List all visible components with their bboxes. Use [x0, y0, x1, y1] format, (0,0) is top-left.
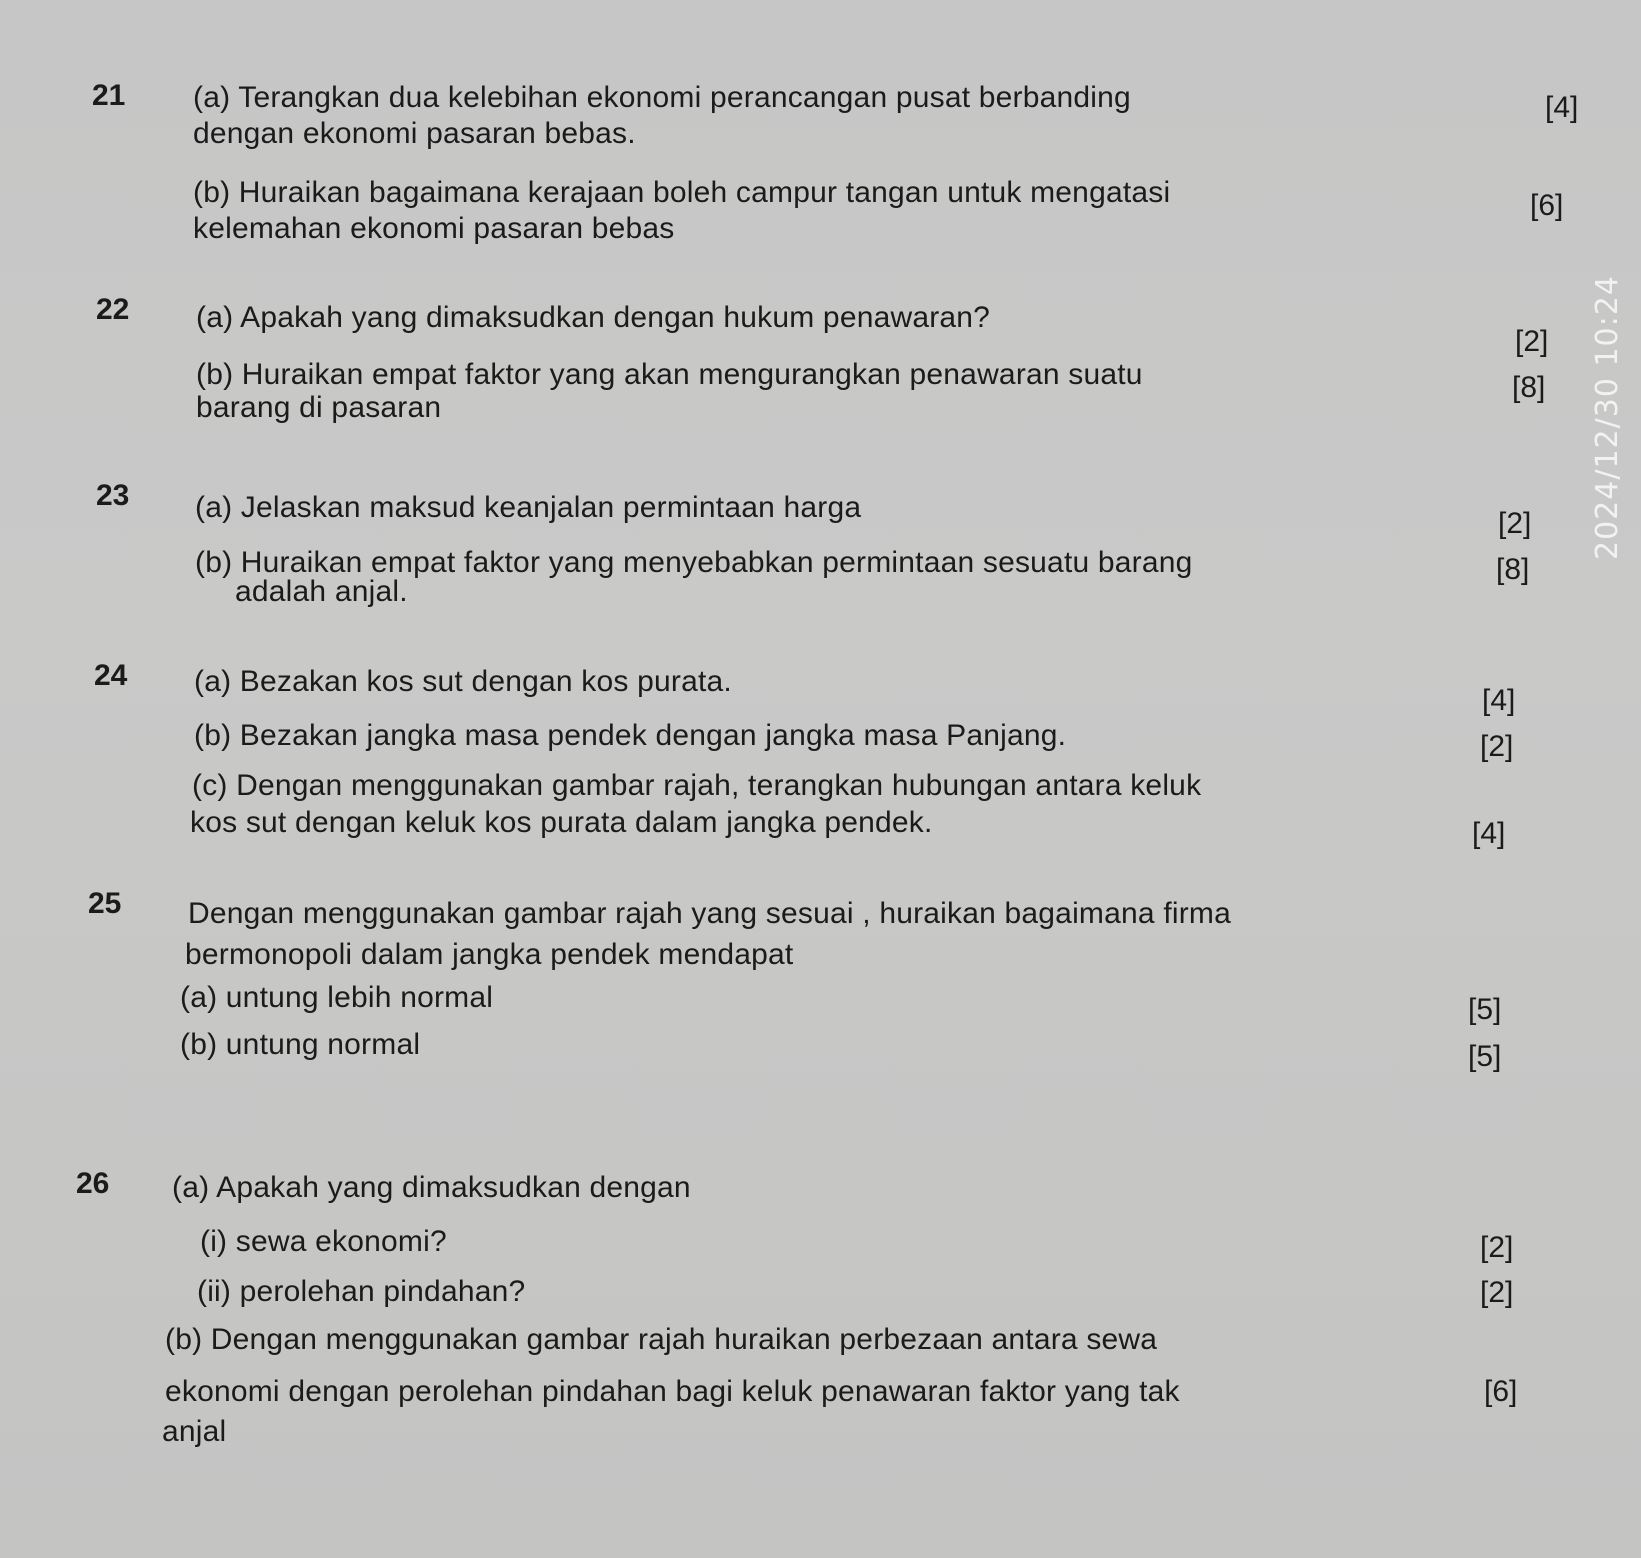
q21-b-line1: (b) Huraikan bagaimana kerajaan boleh campur tangan untuk mengatasi [193, 176, 1171, 209]
q24-b-mark: [2] [1480, 730, 1514, 763]
question-number-25: 25 [88, 887, 122, 920]
q26-b-line3: anjal [162, 1415, 227, 1448]
q26-ii-line1: (ii) perolehan pindahan? [197, 1275, 526, 1308]
q23-b-mark: [8] [1496, 553, 1530, 586]
q21-b-line2: kelemahan ekonomi pasaran bebas [193, 212, 675, 245]
q23-b-line1: (b) Huraikan empat faktor yang menyebabkan permintaan sesuatu barang [195, 546, 1193, 579]
q24-b-line1: (b) Bezakan jangka masa pendek dengan jangka masa Panjang. [194, 719, 1067, 752]
q25-line1: Dengan menggunakan gambar rajah yang sesuai , huraikan bagaimana firma [188, 897, 1231, 930]
question-number-26: 26 [76, 1167, 110, 1200]
q23-a-mark: [2] [1498, 507, 1532, 540]
q22-b-line1: (b) Huraikan empat faktor yang akan mengurangkan penawaran suatu [196, 358, 1143, 391]
question-number-23: 23 [96, 479, 130, 512]
q25-line2: bermonopoli dalam jangka pendek mendapat [185, 938, 794, 971]
q21-a-mark: [4] [1545, 91, 1579, 124]
q21-a-line2: dengan ekonomi pasaran bebas. [193, 117, 636, 150]
q22-a-line1: (a) Apakah yang dimaksudkan dengan hukum penawaran? [196, 301, 991, 334]
q24-a-mark: [4] [1482, 684, 1516, 717]
q26-ii-mark: [2] [1480, 1276, 1514, 1309]
q25-a-mark: [5] [1468, 993, 1502, 1026]
question-number-21: 21 [92, 79, 126, 112]
q21-a-line1: (a) Terangkan dua kelebihan ekonomi perancangan pusat berbanding [193, 81, 1131, 114]
q23-a-line1: (a) Jelaskan maksud keanjalan permintaan harga [195, 491, 862, 524]
q26-i-line1: (i) sewa ekonomi? [200, 1225, 447, 1258]
q25-a-line1: (a) untung lebih normal [180, 981, 494, 1014]
q24-c-mark: [4] [1472, 817, 1506, 850]
q26-b-line2: ekonomi dengan perolehan pindahan bagi keluk penawaran faktor yang tak [165, 1375, 1180, 1408]
q23-b-line2: adalah anjal. [235, 575, 408, 608]
q26-b-mark: [6] [1484, 1375, 1518, 1408]
question-number-24: 24 [94, 659, 128, 692]
q24-c-line2: kos sut dengan keluk kos purata dalam jangka pendek. [190, 806, 933, 839]
q21-b-mark: [6] [1530, 189, 1564, 222]
photo-timestamp-stamp: 2024/12/30 10:24 [1590, 275, 1625, 560]
q26-a-line1: (a) Apakah yang dimaksudkan dengan [172, 1171, 691, 1204]
q26-b-line1: (b) Dengan menggunakan gambar rajah huraikan perbezaan antara sewa [165, 1323, 1158, 1356]
q22-b-mark: [8] [1512, 371, 1546, 404]
q22-b-line2: barang di pasaran [196, 391, 442, 424]
q24-c-line1: (c) Dengan menggunakan gambar rajah, terangkan hubungan antara keluk [192, 769, 1202, 802]
q25-b-line1: (b) untung normal [180, 1028, 421, 1061]
question-number-22: 22 [96, 293, 130, 326]
q24-a-line1: (a) Bezakan kos sut dengan kos purata. [194, 665, 732, 698]
q26-i-mark: [2] [1480, 1231, 1514, 1264]
q22-a-mark: [2] [1515, 325, 1549, 358]
q25-b-mark: [5] [1468, 1040, 1502, 1073]
